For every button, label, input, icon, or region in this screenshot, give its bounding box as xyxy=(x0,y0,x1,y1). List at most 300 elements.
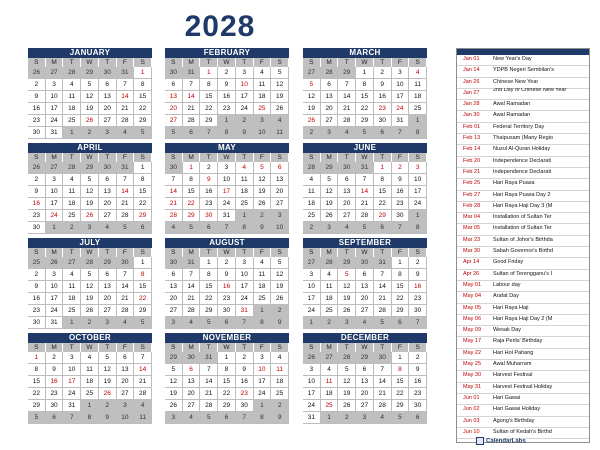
day-cell: 13 xyxy=(165,281,183,293)
day-cell: 31 xyxy=(46,317,64,329)
day-cell: 17 xyxy=(46,293,64,305)
adjacent-day-cell: 29 xyxy=(81,67,99,79)
adjacent-day-cell: 8 xyxy=(81,412,99,424)
weekday-label: S xyxy=(271,343,289,352)
weekday-label: T xyxy=(99,153,117,162)
adjacent-day-cell: 27 xyxy=(46,67,64,79)
adjacent-day-cell: 5 xyxy=(392,412,410,424)
month-grid xyxy=(303,153,427,234)
weekday-label: T xyxy=(200,343,218,352)
weekday-label: M xyxy=(321,343,339,352)
weekday-label: T xyxy=(63,58,81,67)
holiday-name: Hari Raya Puasa xyxy=(493,180,535,187)
day-cell: 8 xyxy=(374,174,392,186)
day-cell: 30 xyxy=(200,210,218,222)
day-cell: 16 xyxy=(392,186,410,198)
day-cell: 23 xyxy=(218,293,236,305)
weekday-label: S xyxy=(409,343,427,352)
day-cell: 7 xyxy=(117,269,135,281)
holiday-item xyxy=(457,258,589,269)
adjacent-day-cell: 5 xyxy=(165,127,183,139)
adjacent-day-cell: 6 xyxy=(374,222,392,234)
holiday-item xyxy=(457,405,589,416)
day-cell: 14 xyxy=(134,364,152,376)
adjacent-day-cell: 5 xyxy=(200,317,218,329)
holiday-date: May 31 xyxy=(463,383,482,390)
adjacent-day-cell: 31 xyxy=(374,257,392,269)
day-cell: 18 xyxy=(409,91,427,103)
day-cell: 23 xyxy=(46,388,64,400)
weekday-label: T xyxy=(99,58,117,67)
holiday-date: Jun 01 xyxy=(463,394,480,401)
adjacent-day-cell: 7 xyxy=(409,317,427,329)
adjacent-day-cell: 1 xyxy=(303,317,321,329)
day-cell: 21 xyxy=(374,293,392,305)
adjacent-day-cell: 3 xyxy=(81,222,99,234)
day-cell: 16 xyxy=(236,376,254,388)
day-cell: 6 xyxy=(321,79,339,91)
adjacent-day-cell: 27 xyxy=(303,67,321,79)
day-cell: 15 xyxy=(392,376,410,388)
day-cell: 4 xyxy=(63,79,81,91)
day-cell: 18 xyxy=(63,103,81,115)
day-cell: 27 xyxy=(271,198,289,210)
day-cell: 6 xyxy=(183,364,201,376)
holiday-item xyxy=(457,371,589,382)
weekday-label: T xyxy=(374,343,392,352)
adjacent-day-cell: 5 xyxy=(28,412,46,424)
adjacent-day-cell: 4 xyxy=(338,127,356,139)
day-cell: 9 xyxy=(28,91,46,103)
holiday-date: Jan 14 xyxy=(463,67,480,74)
adjacent-day-cell: 2 xyxy=(303,222,321,234)
day-cell: 3 xyxy=(409,162,427,174)
adjacent-day-cell: 31 xyxy=(200,352,218,364)
weekday-label: F xyxy=(392,343,410,352)
adjacent-day-cell: 6 xyxy=(218,317,236,329)
day-cell: 6 xyxy=(99,269,117,281)
day-cell: 1 xyxy=(28,352,46,364)
day-cell: 17 xyxy=(236,281,254,293)
day-cell: 19 xyxy=(303,103,321,115)
day-cell: 9 xyxy=(374,79,392,91)
adjacent-day-cell: 6 xyxy=(46,412,64,424)
day-cell: 14 xyxy=(356,186,374,198)
day-cell: 26 xyxy=(338,305,356,317)
holiday-name: Sultan of Kedah's Birthd xyxy=(493,428,552,435)
adjacent-day-cell: 2 xyxy=(236,115,254,127)
weekday-label: W xyxy=(218,153,236,162)
day-cell: 8 xyxy=(392,269,410,281)
day-cell: 28 xyxy=(165,210,183,222)
adjacent-day-cell: 28 xyxy=(63,162,81,174)
day-cell: 19 xyxy=(81,293,99,305)
day-cell: 28 xyxy=(200,400,218,412)
day-cell: 9 xyxy=(218,79,236,91)
adjacent-day-cell: 29 xyxy=(321,162,339,174)
day-cell: 2 xyxy=(28,269,46,281)
month-grid xyxy=(303,58,427,139)
adjacent-day-cell: 30 xyxy=(183,352,201,364)
day-cell: 2 xyxy=(218,257,236,269)
adjacent-day-cell: 4 xyxy=(134,400,152,412)
holiday-date: Jun 03 xyxy=(463,417,480,424)
day-cell: 12 xyxy=(303,91,321,103)
day-cell: 2 xyxy=(392,162,410,174)
day-cell: 5 xyxy=(271,257,289,269)
day-cell: 11 xyxy=(63,186,81,198)
day-cell: 3 xyxy=(63,352,81,364)
adjacent-day-cell: 6 xyxy=(409,412,427,424)
month-grid xyxy=(165,343,289,424)
weekday-label: W xyxy=(81,58,99,67)
weekday-label: T xyxy=(63,343,81,352)
day-cell: 25 xyxy=(409,103,427,115)
month-header: DECEMBER xyxy=(303,333,427,343)
day-cell: 23 xyxy=(28,210,46,222)
day-cell: 20 xyxy=(356,293,374,305)
month-september xyxy=(303,238,427,329)
day-cell: 16 xyxy=(28,198,46,210)
day-cell: 3 xyxy=(46,174,64,186)
day-cell: 20 xyxy=(165,103,183,115)
holiday-date: Feb 28 xyxy=(463,202,481,209)
holiday-name: 2nd Day of Chinese New Year xyxy=(493,87,567,93)
holiday-item xyxy=(457,247,589,258)
day-cell: 1 xyxy=(183,162,201,174)
day-cell: 12 xyxy=(254,174,272,186)
day-cell: 13 xyxy=(356,376,374,388)
weekday-label: T xyxy=(99,248,117,257)
holiday-date: Jun 10 xyxy=(463,428,480,435)
adjacent-day-cell: 1 xyxy=(63,317,81,329)
day-cell: 20 xyxy=(356,388,374,400)
day-cell: 9 xyxy=(28,186,46,198)
holiday-date: Feb 13 xyxy=(463,135,481,142)
day-cell: 20 xyxy=(99,293,117,305)
day-cell: 21 xyxy=(374,388,392,400)
weekday-label: M xyxy=(183,153,201,162)
adjacent-day-cell: 1 xyxy=(218,115,236,127)
day-cell: 24 xyxy=(218,198,236,210)
adjacent-day-cell: 11 xyxy=(271,127,289,139)
day-cell: 27 xyxy=(99,115,117,127)
day-cell: 16 xyxy=(218,281,236,293)
adjacent-day-cell: 4 xyxy=(99,222,117,234)
day-cell: 18 xyxy=(321,293,339,305)
adjacent-day-cell: 3 xyxy=(321,222,339,234)
day-cell: 11 xyxy=(409,79,427,91)
day-cell: 28 xyxy=(356,210,374,222)
day-cell: 22 xyxy=(374,198,392,210)
day-cell: 12 xyxy=(81,186,99,198)
day-cell: 28 xyxy=(117,115,135,127)
holiday-date: May 01 xyxy=(463,281,482,288)
day-cell: 12 xyxy=(338,281,356,293)
weekday-label: S xyxy=(303,248,321,257)
adjacent-day-cell: 7 xyxy=(236,317,254,329)
day-cell: 18 xyxy=(254,91,272,103)
weekday-label: W xyxy=(356,153,374,162)
weekday-label: W xyxy=(81,343,99,352)
weekday-label: T xyxy=(236,248,254,257)
weekday-label: T xyxy=(200,248,218,257)
day-cell: 12 xyxy=(81,281,99,293)
holiday-item xyxy=(457,315,589,326)
holiday-item xyxy=(457,134,589,145)
adjacent-day-cell: 30 xyxy=(165,257,183,269)
adjacent-day-cell: 5 xyxy=(200,412,218,424)
adjacent-day-cell: 4 xyxy=(117,317,135,329)
day-cell: 10 xyxy=(392,79,410,91)
day-cell: 20 xyxy=(99,103,117,115)
day-cell: 9 xyxy=(392,174,410,186)
holiday-date: Mar 23 xyxy=(463,236,481,243)
month-grid xyxy=(303,248,427,329)
weekday-label: M xyxy=(321,248,339,257)
day-cell: 31 xyxy=(392,115,410,127)
adjacent-day-cell: 28 xyxy=(81,257,99,269)
day-cell: 24 xyxy=(409,198,427,210)
day-cell: 26 xyxy=(271,293,289,305)
adjacent-day-cell: 2 xyxy=(254,210,272,222)
adjacent-day-cell: 4 xyxy=(338,222,356,234)
day-cell: 11 xyxy=(303,186,321,198)
day-cell: 15 xyxy=(200,281,218,293)
brand-name: CalendarLabs xyxy=(486,438,526,445)
weekday-label: S xyxy=(165,248,183,257)
day-cell: 9 xyxy=(409,269,427,281)
day-cell: 6 xyxy=(117,352,135,364)
day-cell: 24 xyxy=(254,388,272,400)
day-cell: 29 xyxy=(392,400,410,412)
day-cell: 23 xyxy=(236,388,254,400)
adjacent-day-cell: 4 xyxy=(374,412,392,424)
day-cell: 16 xyxy=(28,103,46,115)
day-cell: 27 xyxy=(183,400,201,412)
weekday-label: M xyxy=(183,58,201,67)
month-header: MAY xyxy=(165,143,289,153)
day-cell: 24 xyxy=(236,293,254,305)
day-cell: 6 xyxy=(356,269,374,281)
day-cell: 4 xyxy=(321,364,339,376)
day-cell: 1 xyxy=(134,257,152,269)
month-header: FEBRUARY xyxy=(165,48,289,58)
day-cell: 4 xyxy=(271,352,289,364)
adjacent-day-cell: 10 xyxy=(271,222,289,234)
holiday-item xyxy=(457,66,589,77)
holiday-name: Good Friday xyxy=(493,259,524,266)
adjacent-day-cell: 4 xyxy=(356,317,374,329)
adjacent-day-cell: 27 xyxy=(321,352,339,364)
day-cell: 16 xyxy=(46,376,64,388)
day-cell: 5 xyxy=(81,174,99,186)
month-grid xyxy=(165,248,289,329)
adjacent-day-cell: 9 xyxy=(271,412,289,424)
adjacent-day-cell: 5 xyxy=(134,317,152,329)
holiday-name: YDPB Negeri Sembilan's xyxy=(493,67,554,74)
holiday-name: Installation of Sultan Ter xyxy=(493,214,552,221)
day-cell: 20 xyxy=(99,198,117,210)
adjacent-day-cell: 2 xyxy=(81,317,99,329)
adjacent-day-cell: 6 xyxy=(218,412,236,424)
day-cell: 17 xyxy=(218,186,236,198)
weekday-label: S xyxy=(409,58,427,67)
month-grid xyxy=(28,58,152,139)
day-cell: 7 xyxy=(356,174,374,186)
day-cell: 12 xyxy=(338,376,356,388)
holiday-name: Sultan of Terengganu's I xyxy=(493,270,553,277)
adjacent-day-cell: 28 xyxy=(338,352,356,364)
adjacent-day-cell: 8 xyxy=(254,317,272,329)
holiday-date: Feb 01 xyxy=(463,123,481,130)
day-cell: 10 xyxy=(303,281,321,293)
day-cell: 10 xyxy=(254,364,272,376)
weekday-label: S xyxy=(134,58,152,67)
weekday-label: S xyxy=(165,153,183,162)
day-cell: 14 xyxy=(117,91,135,103)
month-june xyxy=(303,143,427,234)
day-cell: 19 xyxy=(165,388,183,400)
day-cell: 4 xyxy=(236,162,254,174)
day-cell: 29 xyxy=(183,210,201,222)
day-cell: 11 xyxy=(321,281,339,293)
day-cell: 31 xyxy=(63,400,81,412)
adjacent-day-cell: 1 xyxy=(254,400,272,412)
day-cell: 22 xyxy=(28,388,46,400)
day-cell: 16 xyxy=(28,293,46,305)
holiday-item xyxy=(457,157,589,168)
day-cell: 5 xyxy=(81,79,99,91)
day-cell: 1 xyxy=(218,352,236,364)
day-cell: 29 xyxy=(374,210,392,222)
adjacent-day-cell: 30 xyxy=(165,162,183,174)
adjacent-day-cell: 11 xyxy=(134,412,152,424)
day-cell: 2 xyxy=(374,67,392,79)
day-cell: 7 xyxy=(200,364,218,376)
day-cell: 7 xyxy=(374,364,392,376)
day-cell: 23 xyxy=(28,305,46,317)
day-cell: 3 xyxy=(392,67,410,79)
day-cell: 3 xyxy=(236,257,254,269)
weekday-label: F xyxy=(117,248,135,257)
holiday-date: May 17 xyxy=(463,338,482,345)
holiday-name: Hari Raya Haji Day 3 (M xyxy=(493,202,553,209)
adjacent-day-cell: 3 xyxy=(338,317,356,329)
day-cell: 23 xyxy=(28,115,46,127)
weekday-label: T xyxy=(63,153,81,162)
day-cell: 10 xyxy=(236,79,254,91)
day-cell: 12 xyxy=(165,376,183,388)
day-cell: 3 xyxy=(46,269,64,281)
day-cell: 14 xyxy=(183,91,201,103)
adjacent-day-cell: 31 xyxy=(356,162,374,174)
holiday-name: Awal Muharram xyxy=(493,361,532,368)
adjacent-day-cell: 1 xyxy=(409,115,427,127)
weekday-label: T xyxy=(236,343,254,352)
adjacent-day-cell: 26 xyxy=(28,162,46,174)
adjacent-day-cell: 28 xyxy=(63,67,81,79)
day-cell: 15 xyxy=(134,281,152,293)
weekday-label: F xyxy=(254,248,272,257)
day-cell: 11 xyxy=(321,376,339,388)
weekday-label: T xyxy=(236,58,254,67)
day-cell: 28 xyxy=(183,305,201,317)
day-cell: 5 xyxy=(271,67,289,79)
adjacent-day-cell: 2 xyxy=(81,127,99,139)
holiday-date: Feb 25 xyxy=(463,180,481,187)
day-cell: 13 xyxy=(271,174,289,186)
adjacent-day-cell: 6 xyxy=(183,127,201,139)
holiday-item xyxy=(457,349,589,360)
day-cell: 22 xyxy=(183,198,201,210)
holiday-item xyxy=(457,281,589,292)
day-cell: 27 xyxy=(321,115,339,127)
weekday-label: F xyxy=(117,58,135,67)
day-cell: 22 xyxy=(134,198,152,210)
day-cell: 7 xyxy=(183,269,201,281)
day-cell: 10 xyxy=(236,269,254,281)
adjacent-day-cell: 31 xyxy=(117,162,135,174)
holiday-name: Harvest Festival xyxy=(493,372,533,379)
weekday-label: S xyxy=(134,153,152,162)
weekday-label: F xyxy=(254,153,272,162)
adjacent-day-cell: 2 xyxy=(321,317,339,329)
adjacent-day-cell: 1 xyxy=(254,305,272,317)
day-cell: 8 xyxy=(200,79,218,91)
adjacent-day-cell: 3 xyxy=(321,127,339,139)
holiday-item xyxy=(457,270,589,281)
holiday-date: Mar 04 xyxy=(463,214,481,221)
day-cell: 1 xyxy=(134,162,152,174)
weekday-label: T xyxy=(374,248,392,257)
day-cell: 23 xyxy=(392,198,410,210)
adjacent-day-cell: 30 xyxy=(99,162,117,174)
day-cell: 26 xyxy=(81,115,99,127)
day-cell: 15 xyxy=(200,91,218,103)
day-cell: 22 xyxy=(392,293,410,305)
day-cell: 11 xyxy=(254,79,272,91)
weekday-label: S xyxy=(409,153,427,162)
day-cell: 27 xyxy=(99,210,117,222)
day-cell: 5 xyxy=(338,364,356,376)
day-cell: 12 xyxy=(81,91,99,103)
day-cell: 25 xyxy=(254,293,272,305)
holiday-date: Apr 26 xyxy=(463,270,480,277)
adjacent-day-cell: 1 xyxy=(409,210,427,222)
holiday-date: Jan 30 xyxy=(463,112,480,119)
holiday-date: May 04 xyxy=(463,293,482,300)
day-cell: 7 xyxy=(374,269,392,281)
day-cell: 19 xyxy=(338,388,356,400)
adjacent-day-cell: 7 xyxy=(63,412,81,424)
adjacent-day-cell: 28 xyxy=(321,67,339,79)
adjacent-day-cell: 6 xyxy=(134,222,152,234)
day-cell: 8 xyxy=(356,79,374,91)
day-cell: 30 xyxy=(46,400,64,412)
day-cell: 21 xyxy=(117,293,135,305)
day-cell: 30 xyxy=(218,305,236,317)
adjacent-day-cell: 4 xyxy=(183,317,201,329)
weekday-label: F xyxy=(254,58,272,67)
holiday-name: Wesak Day xyxy=(493,327,522,334)
day-cell: 2 xyxy=(28,174,46,186)
month-may xyxy=(165,143,289,234)
day-cell: 4 xyxy=(409,67,427,79)
day-cell: 4 xyxy=(63,269,81,281)
holiday-item xyxy=(457,202,589,213)
adjacent-day-cell: 30 xyxy=(374,352,392,364)
